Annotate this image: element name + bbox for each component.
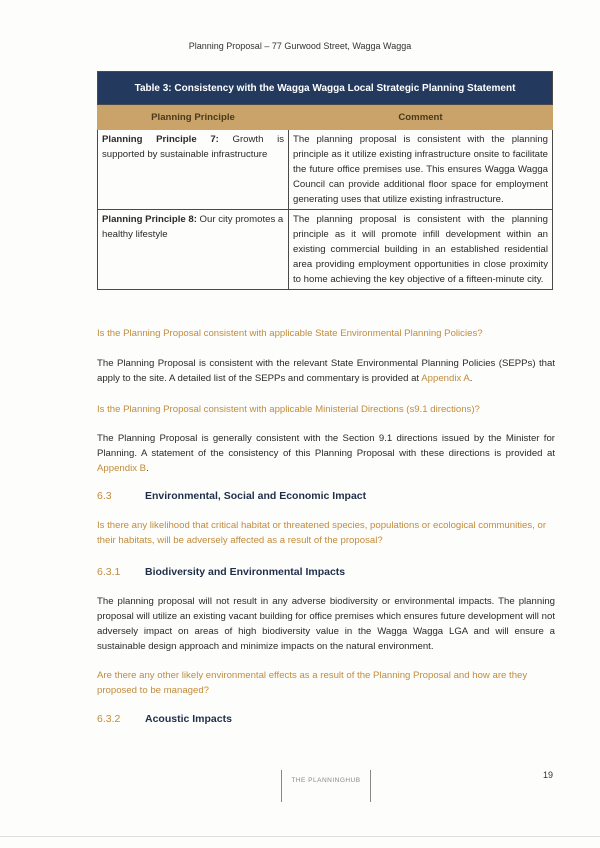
- footer-rule: [0, 836, 600, 837]
- logo-text: THE PLANNINGHUB: [291, 777, 361, 784]
- question-ministerial: Is the Planning Proposal consistent with applicable Ministerial Directions (s9.1 directions)?: [97, 404, 480, 415]
- page-number: 19: [543, 770, 554, 780]
- appendix-b-link[interactable]: Appendix B: [97, 463, 147, 474]
- paragraph-text: The Planning Proposal is consistent with the relevant State Environmental Planning Policies (SEPPs) that apply to the site. A detailed list of the SEPPs and commentary is provided at: [97, 358, 555, 384]
- principle-label: Planning Principle 7:: [102, 134, 219, 145]
- logo-frame: [281, 770, 371, 802]
- question-habitat: Is there any likelihood that critical habitat or threatened species, populations or ecological communities, or their habitats, will be adversely affected as a result of the proposal?: [97, 520, 547, 546]
- principle-text: Growth is supported by sustainable infrastructure: [102, 134, 285, 160]
- question-sepp: Is the Planning Proposal consistent with applicable State Environmental Planning Policies?: [97, 328, 483, 339]
- header-planning-principle: Planning Principle: [98, 105, 289, 130]
- comment-cell: The planning proposal is consistent with the planning principle as it will promote infill development within an existing commercial building in an established residential area providing employment opportunities in close proximity to home achieving the key objective of a fifteen-minute city.: [289, 210, 553, 290]
- section-heading-6-3-1: [97, 566, 345, 578]
- section-heading-6-3-2: [97, 713, 232, 725]
- table-row: [98, 210, 553, 290]
- section-heading-6-3: [97, 490, 366, 502]
- section-title: Environmental, Social and Economic Impact: [145, 490, 367, 502]
- comment-cell: The planning proposal is consistent with the planning principle as it utilize existing infrastructure onsite to facilitate the future office premises use. This ensures Wagga Wagga Council can provide additional floor space for employment generating uses that utilize existing infrastructure.: [289, 130, 553, 210]
- section-number: 6.3: [97, 490, 112, 502]
- running-header: Planning Proposal – 77 Gurwood Street, Wagga Wagga: [188, 41, 412, 51]
- principle-label: Planning Principle 8:: [102, 214, 197, 225]
- section-title: Biodiversity and Environmental Impacts: [145, 566, 346, 578]
- paragraph-ministerial: [97, 431, 555, 476]
- paragraph-end: .: [146, 463, 149, 474]
- question-environmental-effects: Are there any other likely environmental effects as a result of the Planning Proposal and how are they proposed to be managed?: [97, 670, 528, 696]
- consistency-table: [97, 71, 553, 290]
- paragraph-text: The Planning Proposal is generally consistent with the Section 9.1 directions issued by the Minister for Planning. A statement of the consistency of this Planning Proposal with these directions is provided at: [97, 433, 555, 459]
- section-number: 6.3.1: [97, 566, 121, 578]
- paragraph-end: .: [469, 373, 473, 384]
- principle-cell: [98, 130, 289, 210]
- header-comment: Comment: [289, 105, 553, 130]
- planninghub-logo: [281, 770, 371, 802]
- section-title: Acoustic Impacts: [145, 713, 232, 725]
- table-row: [98, 130, 553, 210]
- paragraph-biodiversity: The planning proposal will not result in any adverse biodiversity or environmental impacts. The planning proposal will utilize an existing vacant building for office premises which ensures future development will not adversely impact on areas of high biodiversity value in the Wagga Wagga LGA and will ensure a sustainable design approach and minimize impacts on the natural environment.: [97, 596, 555, 652]
- paragraph-sepp: [97, 356, 555, 386]
- table-caption: Table 3: Consistency with the Wagga Wagga Local Strategic Planning Statement: [98, 72, 553, 105]
- principle-text: Our city promotes a healthy lifestyle: [102, 214, 284, 240]
- principle-cell: [98, 210, 289, 290]
- appendix-a-link[interactable]: Appendix A: [421, 373, 470, 384]
- section-number: 6.3.2: [97, 713, 121, 725]
